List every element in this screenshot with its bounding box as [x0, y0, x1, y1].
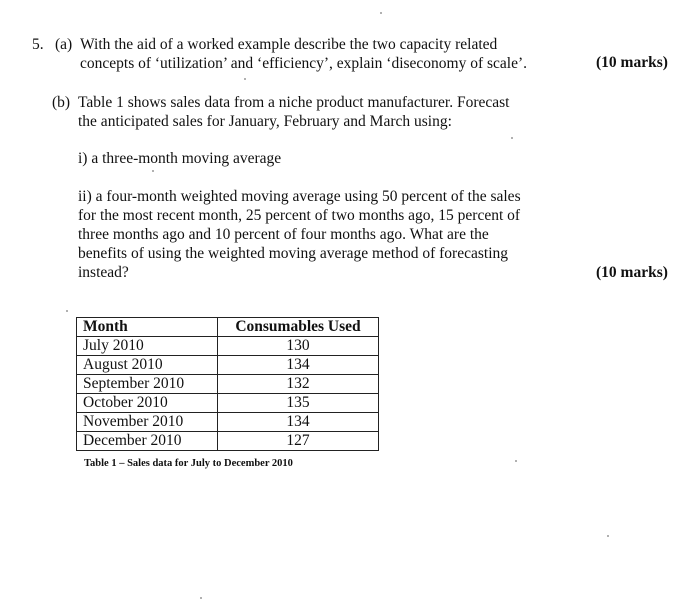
scan-speck — [511, 137, 513, 139]
cell-value: 130 — [218, 337, 379, 356]
part-a-line-1: With the aid of a worked example describe the two capacity related — [80, 36, 498, 53]
scan-speck — [515, 460, 517, 462]
part-b-item-ii-line-1: ii) a four-month weighted moving average using 50 percent of the sales — [78, 188, 521, 205]
table-header-row — [77, 318, 379, 337]
table-row — [77, 413, 379, 432]
scan-speck — [244, 78, 246, 80]
cell-value: 134 — [218, 413, 379, 432]
cell-month: September 2010 — [77, 375, 218, 394]
cell-month: October 2010 — [77, 394, 218, 413]
table-row — [77, 394, 379, 413]
part-a-line-2: concepts of ‘utilization’ and ‘efficiency’, explain ‘diseconomy of scale’. — [80, 55, 528, 72]
cell-value: 132 — [218, 375, 379, 394]
part-b-item-i: i) a three-month moving average — [78, 150, 282, 167]
cell-month: August 2010 — [77, 356, 218, 375]
part-b-marks: (10 marks) — [596, 264, 668, 281]
question-number: 5. — [32, 36, 44, 53]
sales-table — [76, 317, 379, 451]
cell-value: 134 — [218, 356, 379, 375]
header-consumables: Consumables Used — [218, 318, 379, 337]
table-row — [77, 337, 379, 356]
part-a-marks: (10 marks) — [596, 54, 668, 71]
scan-speck — [380, 12, 382, 14]
part-b-item-ii-line-2: for the most recent month, 25 percent of two months ago, 15 percent of — [78, 207, 521, 224]
scan-speck — [66, 310, 68, 312]
part-b-line-2: the anticipated sales for January, February and March using: — [78, 113, 452, 130]
part-b-item-ii-line-4: benefits of using the weighted moving average method of forecasting — [78, 245, 508, 262]
cell-month: November 2010 — [77, 413, 218, 432]
part-a-label: (a) — [55, 36, 73, 53]
part-b-label: (b) — [52, 94, 71, 111]
part-b-item-ii-line-3: three months ago and 10 percent of four months ago. What are the — [78, 226, 489, 243]
header-month: Month — [77, 318, 218, 337]
part-b-item-ii-line-5: instead? — [78, 264, 129, 281]
scan-speck — [152, 170, 154, 172]
table-row — [77, 432, 379, 451]
table-caption: Table 1 – Sales data for July to December 2010 — [84, 458, 293, 469]
cell-month: July 2010 — [77, 337, 218, 356]
cell-value: 127 — [218, 432, 379, 451]
scan-speck — [607, 535, 609, 537]
part-b-line-1: Table 1 shows sales data from a niche product manufacturer. Forecast — [78, 94, 510, 111]
table-row — [77, 375, 379, 394]
table-row — [77, 356, 379, 375]
cell-value: 135 — [218, 394, 379, 413]
cell-month: December 2010 — [77, 432, 218, 451]
